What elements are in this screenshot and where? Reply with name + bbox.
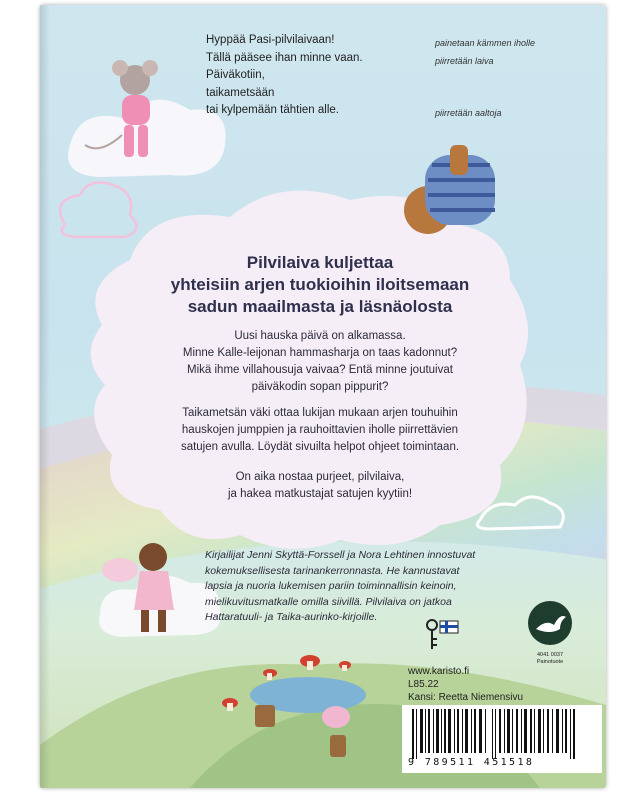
- paragraph-line: ja hakea matkustajat satujen kyytiin!: [227, 488, 413, 500]
- poem-block: [206, 32, 586, 120]
- poem-line: [206, 32, 586, 50]
- publisher-url: www.karisto.fi: [408, 666, 470, 677]
- headline-line: Pilvilaiva kuljettaa: [246, 253, 394, 272]
- paragraph-line: Minne Kalle-leijonan hammasharja on taas kadonnut?: [182, 347, 458, 359]
- paragraph-line: satujen avulla. Löydät sivuilta helpot ohjeet toimintaan.: [180, 441, 460, 453]
- key-flag-icon: [422, 617, 462, 653]
- barcode-bars: [404, 709, 600, 759]
- bio-line: Hattaratuuli- ja Taika-aurinko-kirjoille.: [205, 611, 378, 623]
- paragraph-1: [120, 328, 520, 396]
- paragraph-line: Mikä ihme villahousuja vaivaa? Entä minne joutuivat: [187, 364, 453, 376]
- headline-line: sadun maailmasta ja läsnäolosta: [187, 297, 453, 316]
- barcode-digits: 9 789511 451518: [408, 757, 535, 768]
- poem-line: [206, 67, 586, 85]
- paragraph-line: Taikametsän väki ottaa lukijan mukaan arjen touhuihin: [182, 407, 458, 419]
- paragraph-line: Uusi hauska päivä on alkamassa.: [234, 330, 406, 342]
- headline-line: yhteisiin arjen tuokioihin iloitsemaan: [170, 275, 470, 294]
- poem-text: Hyppää Pasi-pilvilaivaan!: [206, 34, 335, 46]
- bio-line: mielikuvitusmatkalle omilla siivillä. Pilvilaiva on jatkoa: [205, 595, 452, 608]
- headline: [120, 252, 520, 318]
- poem-text: Päiväkotiin,: [206, 69, 265, 81]
- author-bio: [205, 548, 565, 626]
- poem-line: [206, 102, 586, 120]
- poem-text: Tällä pääsee ihan minne vaan.: [206, 51, 363, 64]
- paragraph-2: [120, 405, 520, 456]
- poem-text: taikametsään: [206, 86, 275, 99]
- poem-note: painetaan kämmen iholle: [435, 38, 536, 48]
- barcode: [402, 705, 602, 773]
- poem-note: piirretään laiva: [435, 55, 494, 66]
- ecolabel-code: 4041 0037: [537, 652, 563, 658]
- ecolabel: [520, 599, 580, 666]
- book-back-cover: [40, 5, 606, 788]
- bio-line: Kirjailijat Jenni Skyttä-Forssell ja Nora Lehtinen innostuvat: [205, 549, 476, 561]
- cover-credit: Kansi: Reetta Niemensivu: [408, 692, 524, 703]
- poem-note: piirretään aaltoja: [435, 108, 502, 118]
- bio-line: kokemuksellisesta tarinankerronnasta. He kannustavat: [205, 564, 460, 577]
- paragraph-3: [120, 469, 520, 503]
- paragraph-line: päiväkodin sopan pippurit?: [251, 381, 389, 393]
- bio-line: lapsia ja nuoria lukemisen pariin toiminnallisin keinoin,: [205, 580, 457, 592]
- poem-line: [206, 85, 586, 103]
- paragraph-line: hauskojen jumppien ja rauhoittavien iholle piirrettävien: [181, 424, 459, 436]
- ecolabel-label: Painotuote: [536, 659, 564, 665]
- class-code: L85.22: [408, 679, 439, 690]
- nordic-swan-icon: [526, 599, 574, 647]
- bear-illustration: [404, 145, 495, 234]
- paragraph-line: On aika nostaa purjeet, pilvilaiva,: [235, 471, 405, 483]
- poem-line: [206, 50, 586, 68]
- poem-text: tai kylpemään tähtien alle.: [206, 104, 339, 116]
